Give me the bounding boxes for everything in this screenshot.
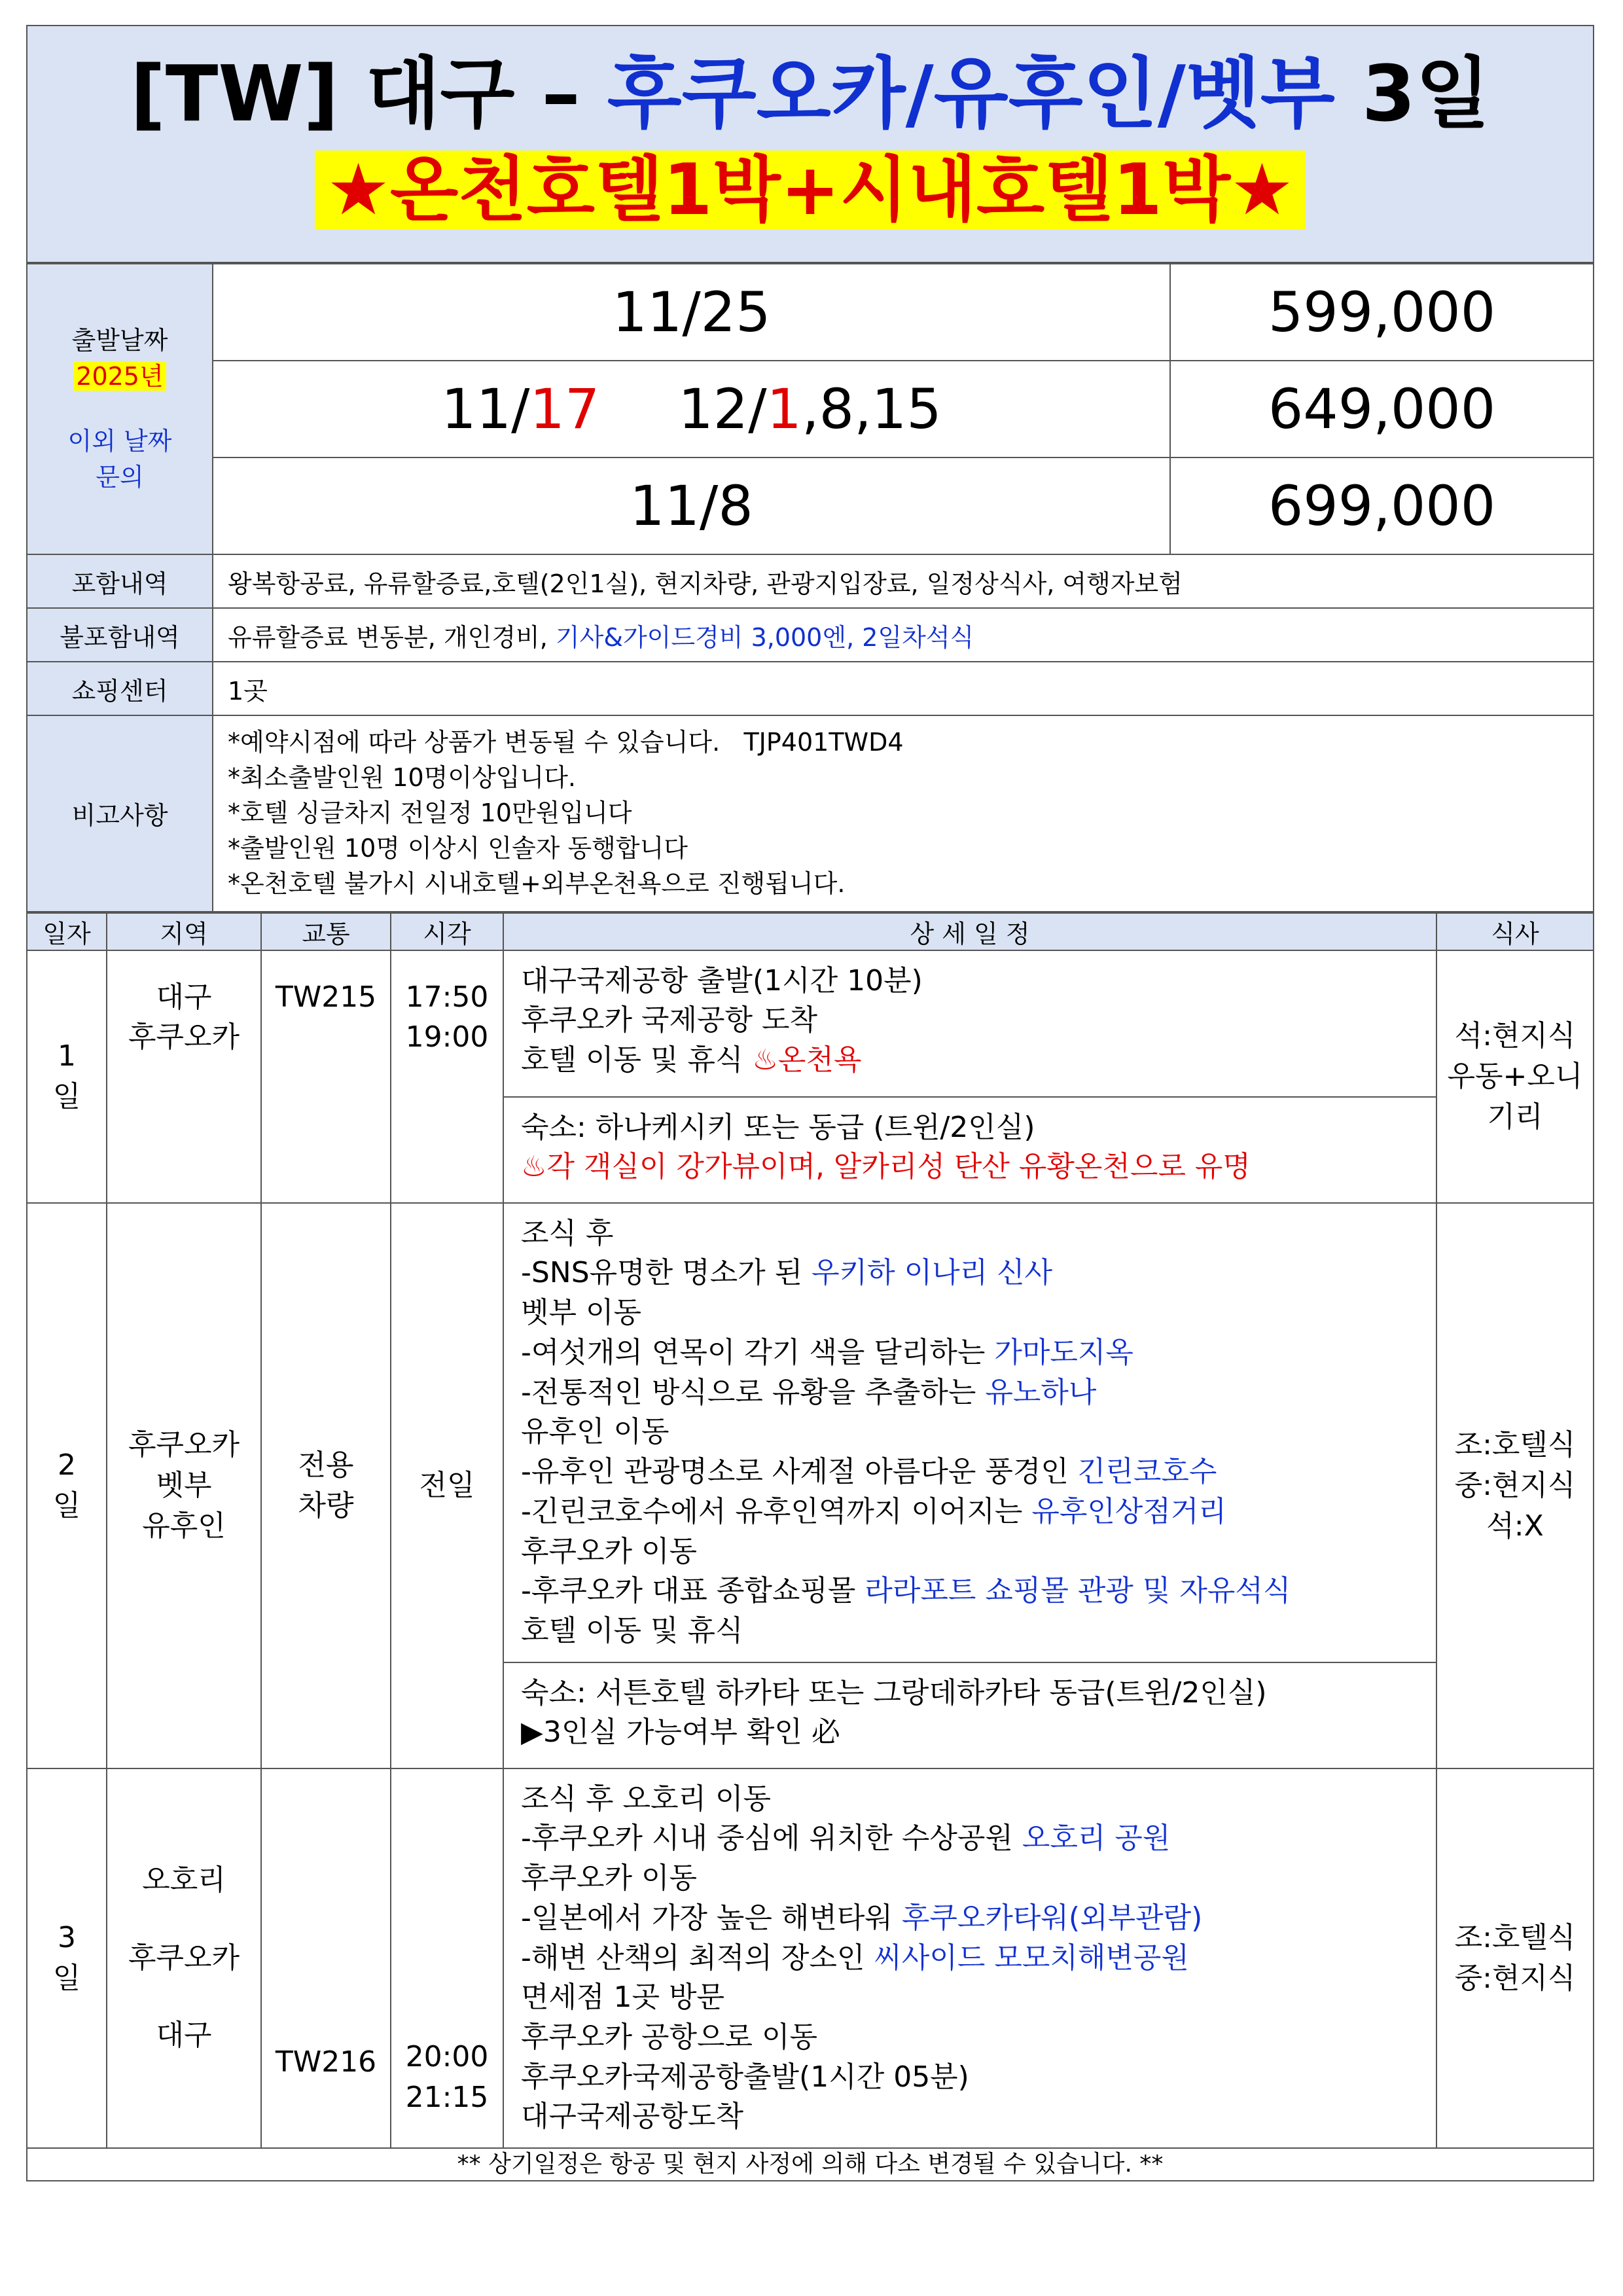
remark-item: *호텔 싱글차지 전일정 10만원입니다 <box>228 798 632 827</box>
time-cell: 20:00 21:15 <box>391 1768 503 2148</box>
departure-date-1: 11/25 <box>213 264 1170 361</box>
hotel-info: 숙소: 서튼호텔 하카타 또는 그랑데하카타 동급(트윈/2인실) ▶3인실 가능여부 확인 必 <box>503 1662 1436 1768</box>
departure-label-cell <box>27 264 213 554</box>
meal-cell: 조:호텔식 중:현지식 <box>1436 1768 1594 2148</box>
departure-price-1: 599,000 <box>1170 264 1594 361</box>
departure-note-2: 문의 <box>96 463 144 492</box>
transport-cell: TW215 <box>261 950 391 1203</box>
day-number: 1 일 <box>27 950 107 1203</box>
title-prefix: [TW] 대구 – <box>130 48 607 139</box>
header-banner <box>26 25 1594 263</box>
departure-note-1: 이외 날짜 <box>67 427 172 456</box>
day-number: 2 일 <box>27 1203 107 1768</box>
shopping-text: 1곳 <box>213 662 1594 715</box>
transport-cell: 전용 차량 <box>261 1203 391 1768</box>
title-destinations: 후쿠오카/유후인/벳부 <box>607 48 1335 139</box>
time-cell: 17:50 19:00 <box>391 950 503 1203</box>
hotel-info: 숙소: 하나케시키 또는 동급 (트윈/2인실) ♨각 객실이 강가뷰이며, 알카리성 탄산 유황온천으로 유명 <box>503 1097 1436 1203</box>
departure-label: 출발날짜 <box>71 325 168 355</box>
schedule-detail: 조식 후 오호리 이동 -후쿠오카 시내 중심에 위치한 수상공원 오호리 공원 후쿠오카 이동 -일본에서 가장 높은 해변타워 후쿠오카타워(외부관람) -해변 산책의 최적의 장소인 씨사이드 모모치해변공원 면세점 1곳 방문 후쿠오카 공항으로 이동 후쿠오카국제공항출발(1시간 05분) 대구국제공항도착 <box>503 1768 1436 2148</box>
col-header-meal: 식사 <box>1436 913 1594 950</box>
title-suffix: 3일 <box>1334 48 1490 139</box>
region-cell: 대구 후쿠오카 <box>107 950 261 1203</box>
day-number: 3 일 <box>27 1768 107 2148</box>
page-title <box>27 26 1593 139</box>
region-cell: 후쿠오카 벳부 유후인 <box>107 1203 261 1768</box>
remark-item: *최소출발인원 10명이상입니다. <box>228 762 577 792</box>
meal-cell: 조:호텔식 중:현지식 석:X <box>1436 1203 1594 1768</box>
departure-date-3: 11/8 <box>213 457 1170 554</box>
schedule-detail: 조식 후 -SNS유명한 명소가 된 우키하 이나리 신사 벳부 이동 -여섯개의 연목이 각기 색을 달리하는 가마도지옥 -전통적인 방식으로 유황을 추출하는 유노하나 유후인 이동 -유후인 관광명소로 사계절 아름다운 풍경인 긴린코호수 -긴린코호수에서 유후인역까지 이어지는 유후인상점거리 후쿠오카 이동 -후쿠오카 대표 종합쇼핑몰 라라포트 쇼핑몰 관광 및 자유석식 호텔 이동 및 휴식 <box>503 1203 1436 1662</box>
excluded-text: 유류할증료 변동분, 개인경비, 기사&가이드경비 3,000엔, 2일차석식 <box>213 608 1594 662</box>
col-header-day: 일자 <box>27 913 107 950</box>
remarks-list <box>213 715 1594 912</box>
region-cell: 오호리 후쿠오카 대구 <box>107 1768 261 2148</box>
time-cell: 전일 <box>391 1203 503 1768</box>
itinerary-table <box>26 912 1594 2149</box>
remarks-label: 비고사항 <box>27 715 213 912</box>
col-header-transport: 교통 <box>261 913 391 950</box>
day-row-1 <box>27 950 1594 1097</box>
excluded-label: 불포함내역 <box>27 608 213 662</box>
onsen-label: ♨온천욕 <box>752 1043 862 1077</box>
remark-item: *예약시점에 따라 상품가 변동될 수 있습니다. TJP401TWD4 <box>228 728 904 757</box>
departure-year: 2025년 <box>73 362 166 391</box>
meal-cell: 석:현지식 우동+오니 기리 <box>1436 950 1594 1203</box>
day-row-2 <box>27 1203 1594 1662</box>
departure-price-3: 699,000 <box>1170 457 1594 554</box>
footer-note: ** 상기일정은 항공 및 현지 사정에 의해 다소 변경될 수 있습니다. ** <box>26 2149 1594 2181</box>
transport-cell: TW216 <box>261 1768 391 2148</box>
departure-date-2: 11/17 12/1,8,15 <box>213 361 1170 457</box>
schedule-detail: 대구국제공항 출발(1시간 10분) 후쿠오카 국제공항 도착 호텔 이동 및 휴식 ♨온천욕 <box>503 950 1436 1097</box>
col-header-detail: 상 세 일 정 <box>503 913 1436 950</box>
itinerary-sheet <box>26 25 1594 2181</box>
remark-item: *온천호텔 불가시 시내호텔+외부온천욕으로 진행됩니다. <box>228 869 846 898</box>
info-table <box>26 263 1594 912</box>
day-row-3 <box>27 1768 1594 2148</box>
col-header-region: 지역 <box>107 913 261 950</box>
col-header-time: 시각 <box>391 913 503 950</box>
included-text: 왕복항공료, 유류할증료,호텔(2인1실), 현지차량, 관광지입장료, 일정상식사, 여행자보험 <box>213 554 1594 608</box>
included-label: 포함내역 <box>27 554 213 608</box>
shopping-label: 쇼핑센터 <box>27 662 213 715</box>
remark-item: *출발인원 10명 이상시 인솔자 동행합니다 <box>228 833 688 863</box>
page-subtitle: ★온천호텔1박+시내호텔1박★ <box>315 151 1306 230</box>
departure-price-2: 649,000 <box>1170 361 1594 457</box>
